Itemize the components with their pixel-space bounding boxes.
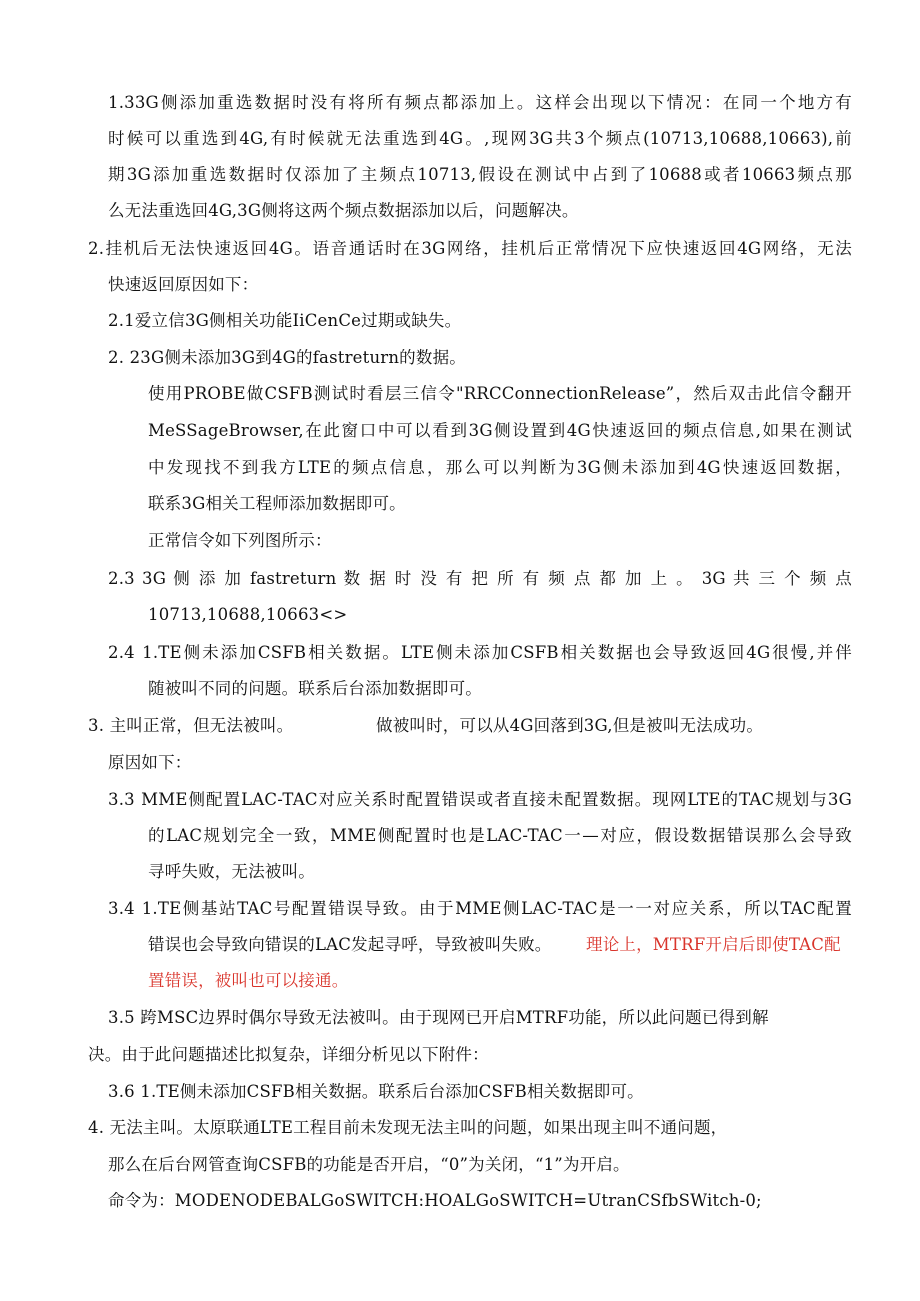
command-line: 命令为：MODENODEBALGoSWITCH:HOALGoSWITCH=UtranCSfbSWitch-0;	[108, 1191, 762, 1210]
list-item: 3.3 MME侧配置LAC-TAC对应关系时配置错误或者直接未配置数据。现网LTE的TAC规划与3G	[108, 790, 852, 809]
paragraph-line: 中发现找不到我方LTE的频点信息，那么可以判断为3G侧未添加到4G快速返回数据，	[148, 458, 852, 477]
paragraph-line: MeSSageBrowser,在此窗口中可以看到3G侧设置到4G快速返回的频点信息,如果在测试	[148, 421, 852, 440]
paragraph-line: 那么在后台网管查询CSFB的功能是否开启，“0”为关闭，“1”为开启。	[108, 1155, 630, 1174]
section-heading-4: 4. 无法主叫。太原联通LTE工程目前未发现无法主叫的问题，如果出现主叫不通问题，	[88, 1118, 728, 1137]
list-item: 2.1爱立信3G侧相关功能IiCenCe过期或缺失。	[108, 311, 462, 330]
paragraph-line: 10713,10688,10663<>	[148, 605, 348, 624]
paragraph-line: 错误也会导致向错误的LAC发起寻呼，导致被叫失败。	[148, 935, 552, 954]
highlighted-note: 理论上，MTRF开启后即使TAC配	[586, 935, 841, 954]
paragraph-line: 期3G添加重选数据时仅添加了主频点10713,假设在测试中占到了10688或者10663频点那	[108, 165, 852, 184]
list-item: 3.5 跨MSC边界时偶尔导致无法被叫。由于现网已开启MTRF功能，所以此问题已得到解	[108, 1008, 769, 1027]
list-item: 2.4 1.TE侧未添加CSFB相关数据。LTE侧未添加CSFB相关数据也会导致返回4G很慢,并伴	[108, 643, 852, 662]
paragraph-line: 快速返回原因如下：	[108, 275, 259, 294]
list-item: 3.6 1.TE侧未添加CSFB相关数据。联系后台添加CSFB相关数据即可。	[108, 1082, 644, 1101]
highlighted-note: 置错误，被叫也可以接通。	[148, 971, 349, 990]
paragraph-line: 么无法重选回4G,3G侧将这两个频点数据添加以后，问题解决。	[108, 201, 579, 220]
paragraph-line: 随被叫不同的问题。联系后台添加数据即可。	[148, 679, 482, 698]
list-item: 2.3 3G 侧 添 加 fastreturn 数 据 时 没 有 把 所 有 频 点 都 加 上 。 3G 共 三 个 频 点	[108, 569, 852, 588]
paragraph-line: 1.33G侧添加重选数据时没有将所有频点都添加上。这样会出现以下情况：在同一个地方有	[108, 93, 852, 112]
paragraph-line: 做被叫时，可以从4G回落到3G,但是被叫无法成功。	[376, 716, 764, 735]
paragraph-line: 正常信令如下列图所示：	[148, 531, 332, 550]
section-heading-3: 3. 主叫正常，但无法被叫。	[88, 716, 294, 735]
paragraph-line: 联系3G相关工程师添加数据即可。	[148, 494, 406, 513]
paragraph-line: 寻呼失败，无法被叫。	[148, 862, 315, 881]
paragraph-line: 的LAC规划完全一致，MME侧配置时也是LAC-TAC一—对应，假设数据错误那么会导致	[148, 826, 852, 845]
paragraph-line: 原因如下：	[108, 753, 192, 772]
list-item: 2. 23G侧未添加3G到4G的fastreturn的数据。	[108, 348, 466, 367]
list-item: 3.4 1.TE侧基站TAC号配置错误导致。由于MME侧LAC-TAC是一一对应关系，所以TAC配置	[108, 899, 852, 918]
paragraph-line: 时候可以重选到4G,有时候就无法重选到4G。,现网3G共3个频点(10713,10688,10663),前	[108, 129, 852, 148]
paragraph-line: 决。由于此问题描述比拟复杂，详细分析见以下附件：	[88, 1045, 489, 1064]
section-heading-2: 2.挂机后无法快速返回4G。语音通话时在3G网络，挂机后正常情况下应快速返回4G网络，无法	[88, 239, 852, 258]
paragraph-line: 使用PROBE做CSFB测试时看层三信令"RRCConnectionRelease”，然后双击此信令翻开	[148, 384, 852, 403]
